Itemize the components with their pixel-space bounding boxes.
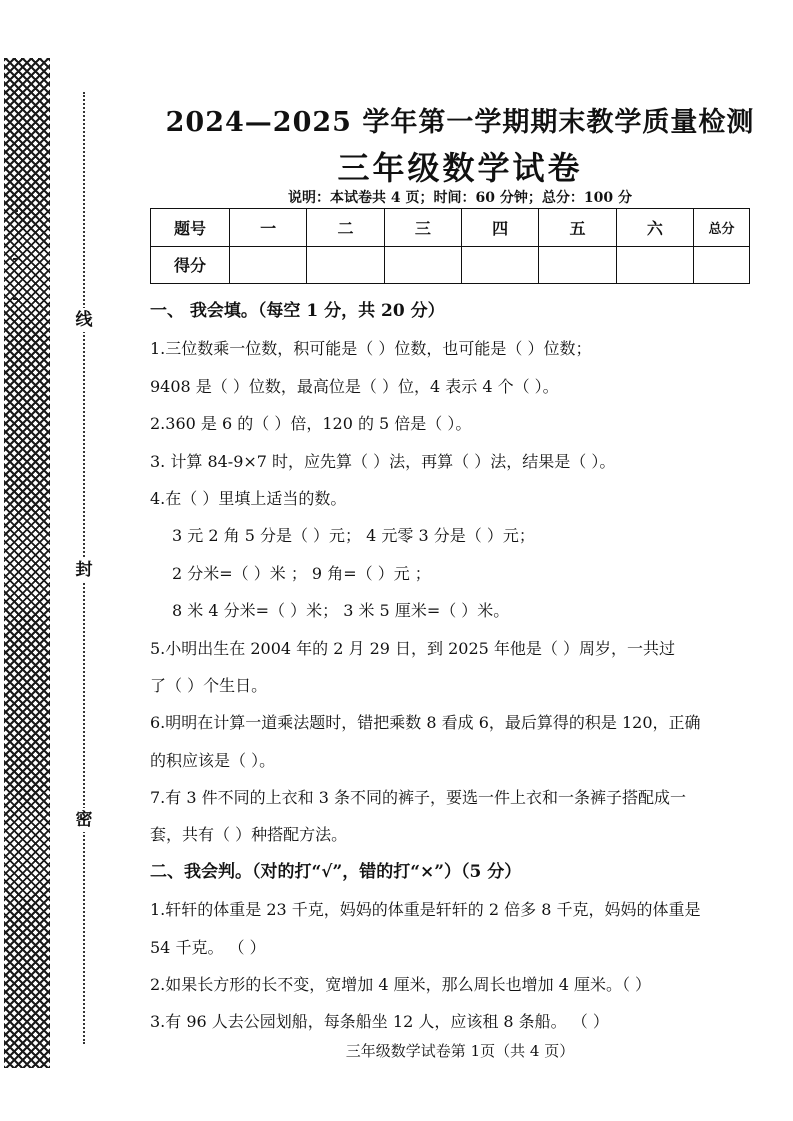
question-line: 2.360 是 6 的（ ）倍，120 的 5 倍是（ ）。 (150, 414, 472, 434)
question-line: 1.三位数乘一位数，积可能是（ ）位数，也可能是（ ）位数； (150, 339, 592, 359)
score-cell-label: 题号 (151, 209, 230, 247)
question-line: 1.轩轩的体重是 23 千克，妈妈的体重是轩轩的 2 倍多 8 千克，妈妈的体重是 (150, 900, 701, 920)
question-line: 8 米 4 分米=（ ）米； 3 米 5 厘米=（ ）米。 (172, 601, 510, 621)
score-input-cell[interactable] (694, 246, 750, 284)
score-input-cell[interactable] (307, 246, 384, 284)
score-cell-q3: 三 (384, 209, 461, 247)
question-line: 了（ ）个生日。 (150, 675, 268, 695)
score-table (150, 208, 750, 284)
question-line: 3 元 2 角 5 分是（ ）元； 4 元零 3 分是（ ）元； (172, 526, 535, 546)
binding-tick (13, 210, 18, 212)
question-line: 套，共有（ ）种搭配方法。 (150, 825, 348, 845)
score-cell-q1: 一 (230, 209, 307, 247)
score-input-cell[interactable] (461, 246, 538, 284)
question-line: 6.明明在计算一道乘法题时，错把乘数 8 看成 6，最后算得的积是 120，正确 (150, 713, 701, 733)
question-body (150, 293, 755, 1041)
seal-label-secret: 密 (75, 810, 93, 830)
seal-label-line: 线 (75, 310, 93, 330)
question-line: 2.如果长方形的长不变，宽增加 4 厘米，那么周长也增加 4 厘米。（ ） (150, 975, 652, 995)
question-line: 2 分米=（ ）米 ； 9 角=（ ）元 ； (172, 563, 431, 583)
binding-tick (13, 258, 18, 260)
section-heading: 二、我会判。（对的打“√”，错的打“×”）（5 分） (150, 861, 522, 882)
score-cell-q4: 四 (461, 209, 538, 247)
question-line: 3. 计算 84-9×7 时，应先算（ ）法，再算（ ）法，结果是（ ）。 (150, 451, 616, 471)
exam-subtitle: 三年级数学试卷 (337, 149, 583, 187)
question-line: 9408 是（ ）位数，最高位是（ ）位，4 表示 4 个（ ）。 (150, 376, 559, 396)
score-input-cell[interactable] (384, 246, 461, 284)
question-line: 54 千克。 （ ） (150, 937, 266, 957)
question-line: 3.有 96 人去公园划船，每条船坐 12 人，应该租 8 条船。 （ ） (150, 1012, 609, 1032)
question-line: 4.在（ ）里填上适当的数。 (150, 488, 347, 508)
exam-note: 说明：本试卷共 4 页；时间：60 分钟；总分：100 分 (288, 190, 632, 206)
section-heading: 一、 我会填。（每空 1 分，共 20 分） (150, 301, 445, 321)
question-line: 5.小明出生在 2004 年的 2 月 29 日，到 2025 年他是（ ）周岁，一共过 (150, 638, 676, 658)
score-cell-q2: 二 (307, 209, 384, 247)
score-input-cell[interactable] (539, 246, 616, 284)
score-table-header-row (151, 209, 750, 247)
score-cell-q5: 五 (539, 209, 616, 247)
seal-label-seal: 封 (75, 560, 93, 580)
score-input-cell[interactable] (616, 246, 693, 284)
score-input-cell[interactable] (230, 246, 307, 284)
score-cell-total: 总分 (694, 209, 750, 247)
question-line: 7.有 3 件不同的上衣和 3 条不同的裤子，要选一件上衣和一条裤子搭配成一 (150, 788, 686, 808)
page-footer: 三年级数学试卷第 1页（共 4 页） (345, 1042, 575, 1060)
score-table-score-row (151, 246, 750, 284)
binding-margin-pattern (4, 58, 50, 1068)
question-line: 的积应该是（ ）。 (150, 750, 276, 770)
binding-tick (13, 298, 18, 300)
score-row-label: 得分 (151, 246, 230, 284)
score-cell-q6: 六 (616, 209, 693, 247)
exam-title: 2024—2025 学年第一学期期末教学质量检测 (165, 107, 755, 138)
